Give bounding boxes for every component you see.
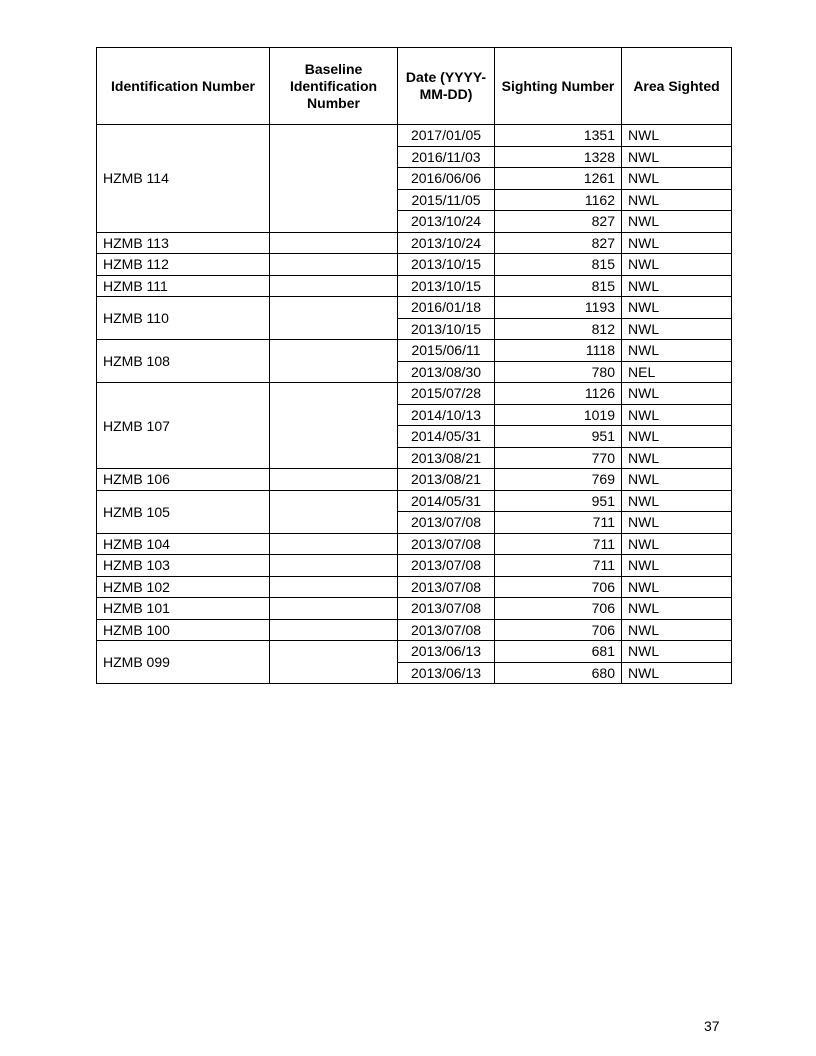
date-cell: 2013/06/13 [398, 662, 495, 684]
date-cell: 2013/07/08 [398, 576, 495, 598]
table-row [97, 340, 732, 362]
header-sighting-number: Sighting Number [495, 48, 622, 125]
sighting-number-cell: 1351 [495, 125, 622, 147]
baseline-identification-cell [270, 533, 398, 555]
area-sighted-cell: NWL [622, 189, 732, 211]
table-row [97, 232, 732, 254]
area-sighted-cell: NWL [622, 211, 732, 233]
table-row [97, 297, 732, 319]
date-cell: 2013/10/24 [398, 232, 495, 254]
area-sighted-cell: NWL [622, 404, 732, 426]
baseline-identification-cell [270, 125, 398, 233]
date-cell: 2013/08/21 [398, 447, 495, 469]
sightings-table [96, 47, 732, 684]
area-sighted-cell: NWL [622, 447, 732, 469]
date-cell: 2013/07/08 [398, 555, 495, 577]
sighting-number-cell: 1019 [495, 404, 622, 426]
baseline-identification-cell [270, 490, 398, 533]
table-body [97, 125, 732, 684]
identification-number-cell: HZMB 107 [97, 383, 270, 469]
date-cell: 2013/08/21 [398, 469, 495, 491]
area-sighted-cell: NWL [622, 340, 732, 362]
sighting-number-cell: 711 [495, 533, 622, 555]
table-row [97, 469, 732, 491]
area-sighted-cell: NWL [622, 275, 732, 297]
header-baseline-identification-number: Baseline Identification Number [270, 48, 398, 125]
identification-number-cell: HZMB 102 [97, 576, 270, 598]
date-cell: 2013/10/15 [398, 254, 495, 276]
area-sighted-cell: NWL [622, 232, 732, 254]
baseline-identification-cell [270, 254, 398, 276]
area-sighted-cell: NWL [622, 125, 732, 147]
date-cell: 2013/10/24 [398, 211, 495, 233]
area-sighted-cell: NWL [622, 641, 732, 663]
area-sighted-cell: NWL [622, 254, 732, 276]
sighting-number-cell: 1162 [495, 189, 622, 211]
sighting-number-cell: 812 [495, 318, 622, 340]
identification-number-cell: HZMB 110 [97, 297, 270, 340]
date-cell: 2016/01/18 [398, 297, 495, 319]
area-sighted-cell: NWL [622, 619, 732, 641]
header-area-sighted: Area Sighted [622, 48, 732, 125]
area-sighted-cell: NWL [622, 146, 732, 168]
sighting-number-cell: 769 [495, 469, 622, 491]
area-sighted-cell: NWL [622, 318, 732, 340]
page-number: 37 [704, 1018, 720, 1034]
baseline-identification-cell [270, 469, 398, 491]
area-sighted-cell: NWL [622, 168, 732, 190]
identification-number-cell: HZMB 112 [97, 254, 270, 276]
date-cell: 2015/07/28 [398, 383, 495, 405]
sighting-number-cell: 827 [495, 232, 622, 254]
area-sighted-cell: NWL [622, 469, 732, 491]
sighting-number-cell: 1328 [495, 146, 622, 168]
table-row [97, 533, 732, 555]
area-sighted-cell: NWL [622, 533, 732, 555]
date-cell: 2014/10/13 [398, 404, 495, 426]
table-row [97, 598, 732, 620]
identification-number-cell: HZMB 104 [97, 533, 270, 555]
identification-number-cell: HZMB 105 [97, 490, 270, 533]
date-cell: 2013/07/08 [398, 512, 495, 534]
header-identification-number: Identification Number [97, 48, 270, 125]
date-cell: 2016/11/03 [398, 146, 495, 168]
sighting-number-cell: 815 [495, 254, 622, 276]
sighting-number-cell: 706 [495, 619, 622, 641]
baseline-identification-cell [270, 576, 398, 598]
date-cell: 2013/08/30 [398, 361, 495, 383]
area-sighted-cell: NWL [622, 490, 732, 512]
table-row [97, 576, 732, 598]
sighting-number-cell: 780 [495, 361, 622, 383]
table-row [97, 619, 732, 641]
date-cell: 2013/07/08 [398, 533, 495, 555]
table-header-row [97, 48, 732, 125]
area-sighted-cell: NEL [622, 361, 732, 383]
date-cell: 2013/10/15 [398, 275, 495, 297]
baseline-identification-cell [270, 641, 398, 684]
baseline-identification-cell [270, 383, 398, 469]
area-sighted-cell: NWL [622, 576, 732, 598]
area-sighted-cell: NWL [622, 662, 732, 684]
sighting-number-cell: 1261 [495, 168, 622, 190]
table-row [97, 490, 732, 512]
sighting-number-cell: 1118 [495, 340, 622, 362]
area-sighted-cell: NWL [622, 383, 732, 405]
baseline-identification-cell [270, 340, 398, 383]
baseline-identification-cell [270, 555, 398, 577]
identification-number-cell: HZMB 100 [97, 619, 270, 641]
date-cell: 2015/11/05 [398, 189, 495, 211]
identification-number-cell: HZMB 106 [97, 469, 270, 491]
baseline-identification-cell [270, 619, 398, 641]
area-sighted-cell: NWL [622, 297, 732, 319]
table-row [97, 254, 732, 276]
sighting-number-cell: 770 [495, 447, 622, 469]
sighting-number-cell: 711 [495, 555, 622, 577]
identification-number-cell: HZMB 101 [97, 598, 270, 620]
identification-number-cell: HZMB 114 [97, 125, 270, 233]
baseline-identification-cell [270, 275, 398, 297]
identification-number-cell: HZMB 108 [97, 340, 270, 383]
date-cell: 2013/07/08 [398, 619, 495, 641]
table-row [97, 555, 732, 577]
table-row [97, 125, 732, 147]
sighting-number-cell: 951 [495, 426, 622, 448]
sighting-number-cell: 1193 [495, 297, 622, 319]
table-row [97, 641, 732, 663]
identification-number-cell: HZMB 099 [97, 641, 270, 684]
date-cell: 2013/10/15 [398, 318, 495, 340]
sighting-number-cell: 680 [495, 662, 622, 684]
date-cell: 2016/06/06 [398, 168, 495, 190]
sighting-number-cell: 706 [495, 576, 622, 598]
sighting-number-cell: 827 [495, 211, 622, 233]
baseline-identification-cell [270, 297, 398, 340]
date-cell: 2014/05/31 [398, 426, 495, 448]
sighting-number-cell: 711 [495, 512, 622, 534]
sighting-number-cell: 1126 [495, 383, 622, 405]
sighting-number-cell: 951 [495, 490, 622, 512]
date-cell: 2013/06/13 [398, 641, 495, 663]
sighting-number-cell: 706 [495, 598, 622, 620]
date-cell: 2015/06/11 [398, 340, 495, 362]
identification-number-cell: HZMB 111 [97, 275, 270, 297]
area-sighted-cell: NWL [622, 555, 732, 577]
header-date: Date (YYYY-MM-DD) [398, 48, 495, 125]
sighting-number-cell: 815 [495, 275, 622, 297]
table-row [97, 275, 732, 297]
date-cell: 2017/01/05 [398, 125, 495, 147]
date-cell: 2014/05/31 [398, 490, 495, 512]
baseline-identification-cell [270, 232, 398, 254]
area-sighted-cell: NWL [622, 512, 732, 534]
identification-number-cell: HZMB 103 [97, 555, 270, 577]
date-cell: 2013/07/08 [398, 598, 495, 620]
area-sighted-cell: NWL [622, 426, 732, 448]
baseline-identification-cell [270, 598, 398, 620]
identification-number-cell: HZMB 113 [97, 232, 270, 254]
table-row [97, 383, 732, 405]
area-sighted-cell: NWL [622, 598, 732, 620]
sighting-number-cell: 681 [495, 641, 622, 663]
